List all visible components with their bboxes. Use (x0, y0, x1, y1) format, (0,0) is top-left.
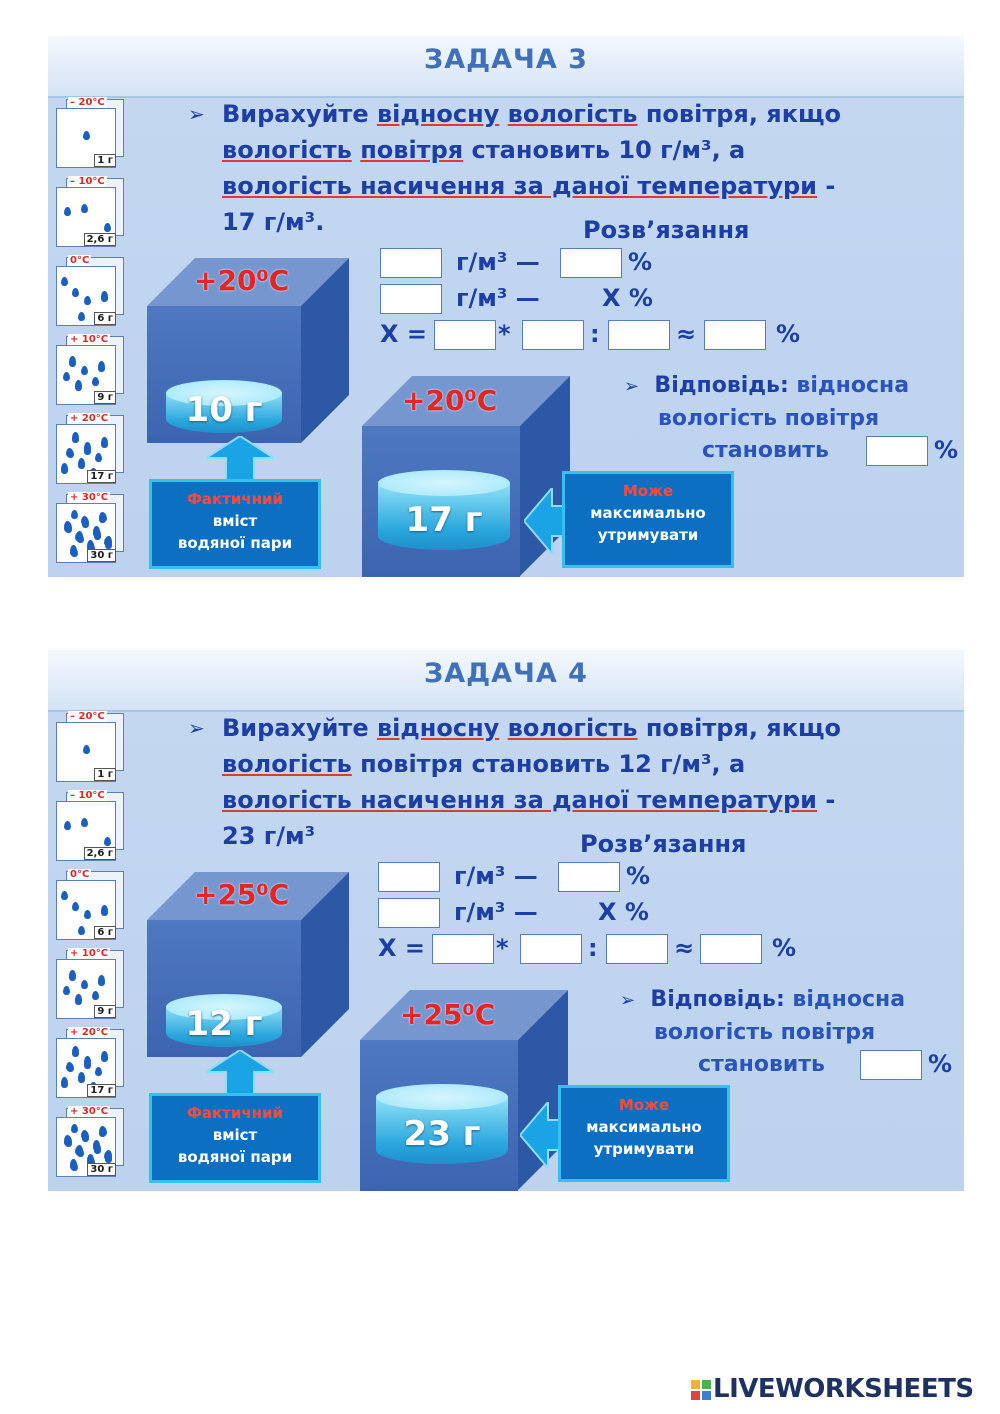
row3-x-equals: X = (380, 320, 427, 348)
water-drop-icon (83, 131, 90, 140)
side-cubes (54, 99, 134, 573)
row1-unit: г/м³ — (456, 248, 540, 276)
mini-cube-mass: 6 г (94, 926, 116, 939)
row3-multiply: * (496, 934, 509, 962)
water-drop-icon (61, 465, 68, 474)
mini-cube (54, 950, 126, 1020)
cube-actual-temperature: +20⁰С (194, 264, 290, 297)
mini-cube-mass: 2,6 г (84, 233, 116, 246)
mini-cube-temperature: 0°С (70, 255, 90, 266)
bullet-icon: ➢ (188, 716, 205, 740)
mini-cube (54, 713, 126, 783)
answer-input-percent-1[interactable] (560, 248, 622, 278)
cylinder-actual (166, 380, 282, 432)
answer-input-calc-1[interactable] (434, 320, 496, 350)
task-line-1: Вирахуйте відносну вологість повітря, якщо (222, 100, 842, 128)
mini-cube-temperature: 0°С (70, 869, 90, 880)
cylinder-saturation (376, 1084, 508, 1164)
water-drop-icon (75, 996, 82, 1005)
mini-cube-temperature: – 10°С (70, 176, 105, 187)
mini-cube-temperature: + 30°С (70, 492, 109, 503)
row1-percent: % (626, 862, 651, 890)
slide-title: ЗАДАЧА 3 (424, 44, 588, 75)
cylinder-saturation (378, 470, 510, 550)
mini-cube-mass: 17 г (87, 470, 116, 483)
bullet-icon: ➢ (188, 102, 205, 126)
row1-unit: г/м³ — (454, 862, 538, 890)
mini-cube-mass: 30 г (87, 1163, 116, 1176)
water-drop-icon (98, 363, 105, 372)
liveworksheets-brand: LIVEWORKSHEETS (713, 1374, 974, 1404)
liveworksheets-logo-icon (691, 1380, 711, 1400)
mini-cube (54, 792, 126, 862)
water-drop-icon (65, 1138, 72, 1147)
mini-cube (54, 415, 126, 485)
task-line-3: вологість насичення за даної температури - (222, 786, 836, 814)
water-drop-icon (92, 991, 99, 1000)
mini-cube-temperature: + 20°С (70, 413, 109, 424)
label-max-content: Може максимально утримувати (558, 1085, 730, 1182)
water-drop-icon (81, 980, 88, 989)
row2-unit: г/м³ — (456, 284, 540, 312)
water-drop-icon (72, 902, 79, 911)
water-drop-icon (95, 1067, 102, 1076)
water-drop-icon (71, 548, 78, 557)
row3-divide: : (590, 320, 600, 348)
row3-percent: % (772, 934, 797, 962)
solution-title: Розв’язання (583, 216, 750, 244)
water-drop-icon (71, 510, 78, 519)
answer-bullet-icon: ➢ (624, 376, 640, 397)
mini-cube-temperature: + 10°С (70, 948, 109, 959)
row2-x-percent: X % (598, 898, 649, 926)
water-drop-icon (84, 910, 91, 919)
water-drop-icon (82, 519, 89, 528)
water-drop-icon (101, 439, 108, 448)
row3-multiply: * (498, 320, 511, 348)
water-drop-icon (94, 1145, 101, 1154)
water-drop-icon (75, 382, 82, 391)
task-line-2: вологість повітря становить 10 г/м³, а (222, 136, 746, 164)
label-max-content: Може максимально утримувати (562, 471, 734, 568)
task-statement (188, 96, 958, 240)
water-drop-icon (72, 288, 79, 297)
answer-input-calc-3[interactable] (608, 320, 670, 350)
water-drop-icon (101, 907, 108, 916)
water-drop-icon (77, 534, 84, 543)
water-drop-icon (63, 986, 70, 995)
water-drop-icon (82, 1133, 89, 1142)
water-drop-icon (64, 821, 71, 830)
water-drop-icon (84, 446, 91, 455)
mini-cube-mass: 9 г (94, 1005, 116, 1018)
mini-cube-mass: 2,6 г (84, 847, 116, 860)
water-drop-icon (94, 531, 101, 540)
water-drop-icon (84, 296, 91, 305)
mini-cube-temperature: – 20°С (70, 97, 105, 108)
water-drop-icon (71, 1124, 78, 1133)
water-drop-icon (101, 293, 108, 302)
answer-percent: % (928, 1050, 953, 1078)
cube-saturation-temperature: +20⁰С (402, 384, 498, 417)
cube-actual-temperature: +25⁰С (194, 878, 290, 911)
liveworksheets-logo (691, 1374, 991, 1404)
answer-input-calc-result[interactable] (704, 320, 766, 350)
water-drop-icon (83, 745, 90, 754)
mini-cube (54, 1029, 126, 1099)
water-drop-icon (72, 1048, 79, 1057)
mini-cube (54, 1108, 126, 1178)
arrow-up-icon (206, 1050, 274, 1096)
water-drop-icon (81, 366, 88, 375)
row2-unit: г/м³ — (454, 898, 538, 926)
answer-input-final[interactable] (860, 1050, 922, 1080)
water-drop-icon (92, 377, 99, 386)
water-drop-icon (105, 1154, 112, 1163)
answer-bullet-icon: ➢ (620, 990, 636, 1011)
cube-saturation-temperature: +25⁰С (400, 998, 496, 1031)
mini-cube (54, 178, 126, 248)
answer-input-calc-3[interactable] (606, 934, 668, 964)
water-drop-icon (61, 891, 68, 900)
answer-percent: % (934, 436, 959, 464)
row2-x-percent: X % (602, 284, 653, 312)
water-drop-icon (95, 453, 102, 462)
water-drop-icon (104, 837, 111, 846)
answer-input-calc-1[interactable] (432, 934, 494, 964)
mini-cube-temperature: + 10°С (70, 334, 109, 345)
mini-cube (54, 494, 126, 564)
slide-task-4 (48, 650, 964, 1191)
saturation-amount: 17 г (405, 500, 483, 540)
actual-amount: 12 г (185, 1004, 263, 1044)
answer-input-calc-2[interactable] (520, 934, 582, 964)
water-drop-icon (84, 1060, 91, 1069)
mini-cube-mass: 9 г (94, 391, 116, 404)
answer-input-final[interactable] (866, 436, 928, 466)
actual-amount: 10 г (185, 390, 263, 430)
arrow-up-icon (206, 436, 274, 482)
mini-cube (54, 871, 126, 941)
mini-cube-mass: 17 г (87, 1084, 116, 1097)
water-drop-icon (78, 312, 85, 321)
mini-cube (54, 257, 126, 327)
row3-approx: ≈ (676, 320, 697, 348)
answer-block: ➢ Відповідь: відносна вологість повітря становить (620, 987, 906, 1077)
task-line-2: вологість повітря становить 12 г/м³, а (222, 750, 746, 778)
answer-input-percent-1[interactable] (558, 862, 620, 892)
answer-input-mass-2[interactable] (378, 898, 440, 928)
mini-cube (54, 336, 126, 406)
water-drop-icon (98, 977, 105, 986)
row3-approx: ≈ (674, 934, 695, 962)
row3-percent: % (776, 320, 801, 348)
task-line-1: Вирахуйте відносну вологість повітря, якщо (222, 714, 842, 742)
task-line-4: 17 г/м³. (222, 208, 325, 236)
water-drop-icon (63, 372, 70, 381)
solution-title: Розв’язання (580, 830, 747, 858)
mini-cube-temperature: + 30°С (70, 1106, 109, 1117)
water-drop-icon (81, 818, 88, 827)
mini-cube-mass: 1 г (94, 154, 116, 167)
water-drop-icon (77, 1148, 84, 1157)
task-line-4: 23 г/м³ (222, 822, 316, 850)
label-actual-content: Фактичний вміст водяної пари (149, 479, 321, 569)
mini-cube-temperature: + 20°С (70, 1027, 109, 1038)
water-drop-icon (61, 1079, 68, 1088)
water-drop-icon (71, 1162, 78, 1171)
mini-cube-mass: 1 г (94, 768, 116, 781)
task-line-3: вологість насичення за даної температури - (222, 172, 836, 200)
water-drop-icon (100, 513, 107, 522)
water-drop-icon (105, 540, 112, 549)
mini-cube-temperature: – 20°С (70, 711, 105, 722)
mini-cube-mass: 6 г (94, 312, 116, 325)
water-drop-icon (65, 524, 72, 533)
answer-input-mass-1[interactable] (378, 862, 440, 892)
water-drop-icon (104, 223, 111, 232)
answer-block: ➢ Відповідь: відносна вологість повітря становить (624, 373, 910, 463)
answer-input-calc-2[interactable] (522, 320, 584, 350)
water-drop-icon (101, 1053, 108, 1062)
task-statement (188, 710, 958, 854)
row1-percent: % (628, 248, 653, 276)
water-drop-icon (64, 207, 71, 216)
water-drop-icon (78, 1074, 85, 1083)
label-actual-content: Фактичний вміст водяної пари (149, 1093, 321, 1183)
cylinder-actual (166, 994, 282, 1046)
answer-input-mass-2[interactable] (380, 284, 442, 314)
slide-title: ЗАДАЧА 4 (424, 658, 588, 689)
row3-divide: : (588, 934, 598, 962)
mini-cube-mass: 30 г (87, 549, 116, 562)
water-drop-icon (67, 1063, 74, 1072)
slide-task-3 (48, 36, 964, 577)
side-cubes (54, 713, 134, 1187)
water-drop-icon (81, 204, 88, 213)
water-drop-icon (69, 972, 76, 981)
water-drop-icon (72, 434, 79, 443)
answer-input-mass-1[interactable] (380, 248, 442, 278)
water-drop-icon (67, 449, 74, 458)
row3-x-equals: X = (378, 934, 425, 962)
water-drop-icon (100, 1127, 107, 1136)
water-drop-icon (69, 358, 76, 367)
answer-input-calc-result[interactable] (700, 934, 762, 964)
mini-cube (54, 99, 126, 169)
water-drop-icon (61, 277, 68, 286)
mini-cube-temperature: – 10°С (70, 790, 105, 801)
water-drop-icon (78, 926, 85, 935)
water-drop-icon (78, 460, 85, 469)
saturation-amount: 23 г (403, 1114, 481, 1154)
